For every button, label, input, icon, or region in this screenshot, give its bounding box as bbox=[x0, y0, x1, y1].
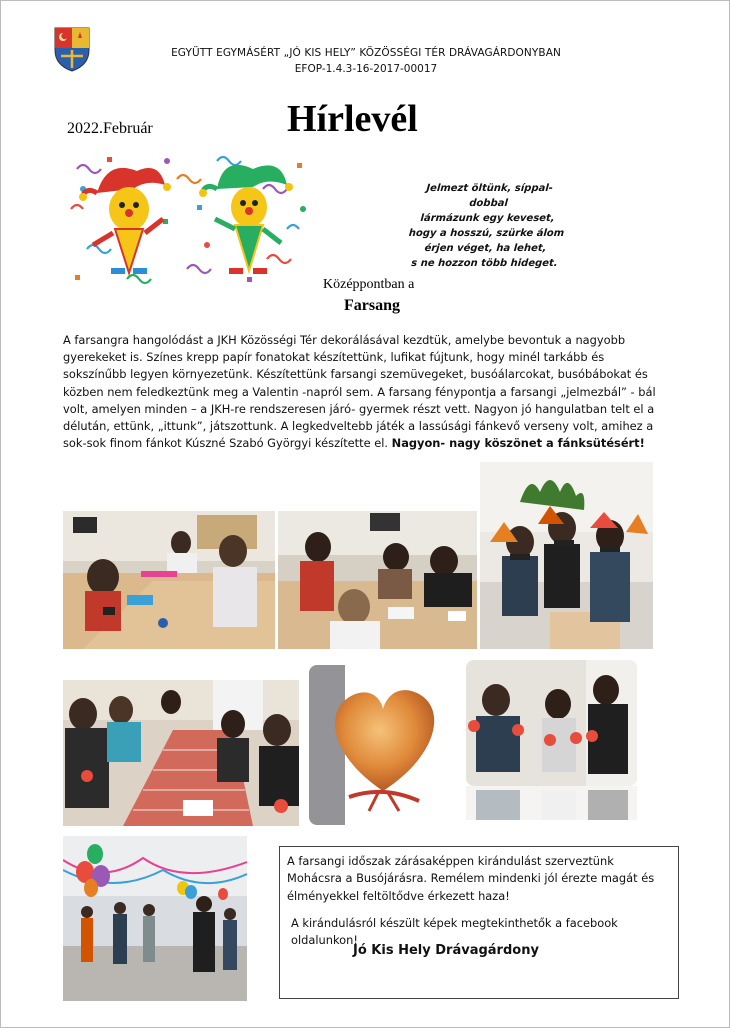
municipal-crest-icon bbox=[53, 26, 91, 72]
article-text bbox=[63, 332, 669, 452]
closing-note-text: A farsangi időszak zárásaképpen kirándulást szerveztünk Mohácsra a Busójárásra. Remélem mindenki jól érezte magát és élményekkel feltöltődve érkezett haza! bbox=[287, 854, 655, 903]
spotlight-label: Középpontban a bbox=[323, 277, 415, 292]
article-thanks: Nagyon- nagy köszönet a fánksütésért! bbox=[391, 436, 645, 451]
photo-craft-table-1 bbox=[63, 511, 275, 649]
poem-line: lármázunk egy keveset, bbox=[420, 213, 555, 224]
article-body: A farsangra hangolódást a JKH Közösségi Tér dekorálásával kezdtük, amelybe bevontuk a nagyobb gyerekeket is. Színes krepp papír fonatokat készítettünk, lufikat fújtunk, hogy minél tarkább és sokszínűbb legyen környezetünk. Készítettünk farsangi szemüvegeket, busóálarcokat, busóbábokat és közben nem feledkeztünk meg a Valentin -napról sem. A farsang fénypontja a farsangi „jelmezbál” - bál volt, amelyen minden – a JKH-re rendszeresen járó- gyermek részt vett. Nagyon jó hangulatban telt el a délután, ettünk, „ittunk”, játszottunk. A legkedveltebb játék a lassúsági fánkevő verseny volt, amihez a sok-sok finom fánkot Kúszné Szabó Györgyi készítette el. bbox=[63, 333, 656, 451]
page-title: Hírlevél bbox=[287, 98, 418, 140]
photo-glitter-heart bbox=[309, 665, 456, 825]
poem-line: érjen véget, ha lehet, bbox=[424, 243, 547, 254]
photo-long-table bbox=[63, 680, 299, 826]
poem-line: Jelmezt öltünk, síppal-dobbal bbox=[425, 183, 554, 209]
facebook-note: A kirándulásról készült képek megtekinthetők a facebook oldalunkon! bbox=[291, 916, 618, 947]
poem-line: hogy a hosszú, szürke álom bbox=[408, 228, 565, 239]
carnival-poem bbox=[406, 181, 568, 271]
poem-line: s ne hozzon több hideget. bbox=[410, 258, 558, 269]
jesters-illustration bbox=[67, 149, 311, 289]
header-project-title: EGYÜTT EGYMÁSÉRT „JÓ KIS HELY” KÖZÖSSÉGI TÉR DRÁVAGÁRDONYBAN bbox=[171, 47, 561, 59]
spotlight-topic: Farsang bbox=[344, 297, 400, 314]
photo-valentine-hearts-reflection bbox=[466, 786, 637, 820]
closing-signature: Jó Kis Hely Drávagárdony bbox=[353, 943, 539, 958]
photo-decorated-hall bbox=[63, 836, 247, 1001]
issue-date: 2022.Február bbox=[67, 120, 153, 137]
photo-valentine-hearts bbox=[466, 660, 637, 786]
header-project-code: EFOP-1.4.3-16-2017-00017 bbox=[294, 63, 438, 75]
photo-masks-children bbox=[480, 462, 653, 649]
photo-craft-table-2 bbox=[278, 511, 477, 649]
